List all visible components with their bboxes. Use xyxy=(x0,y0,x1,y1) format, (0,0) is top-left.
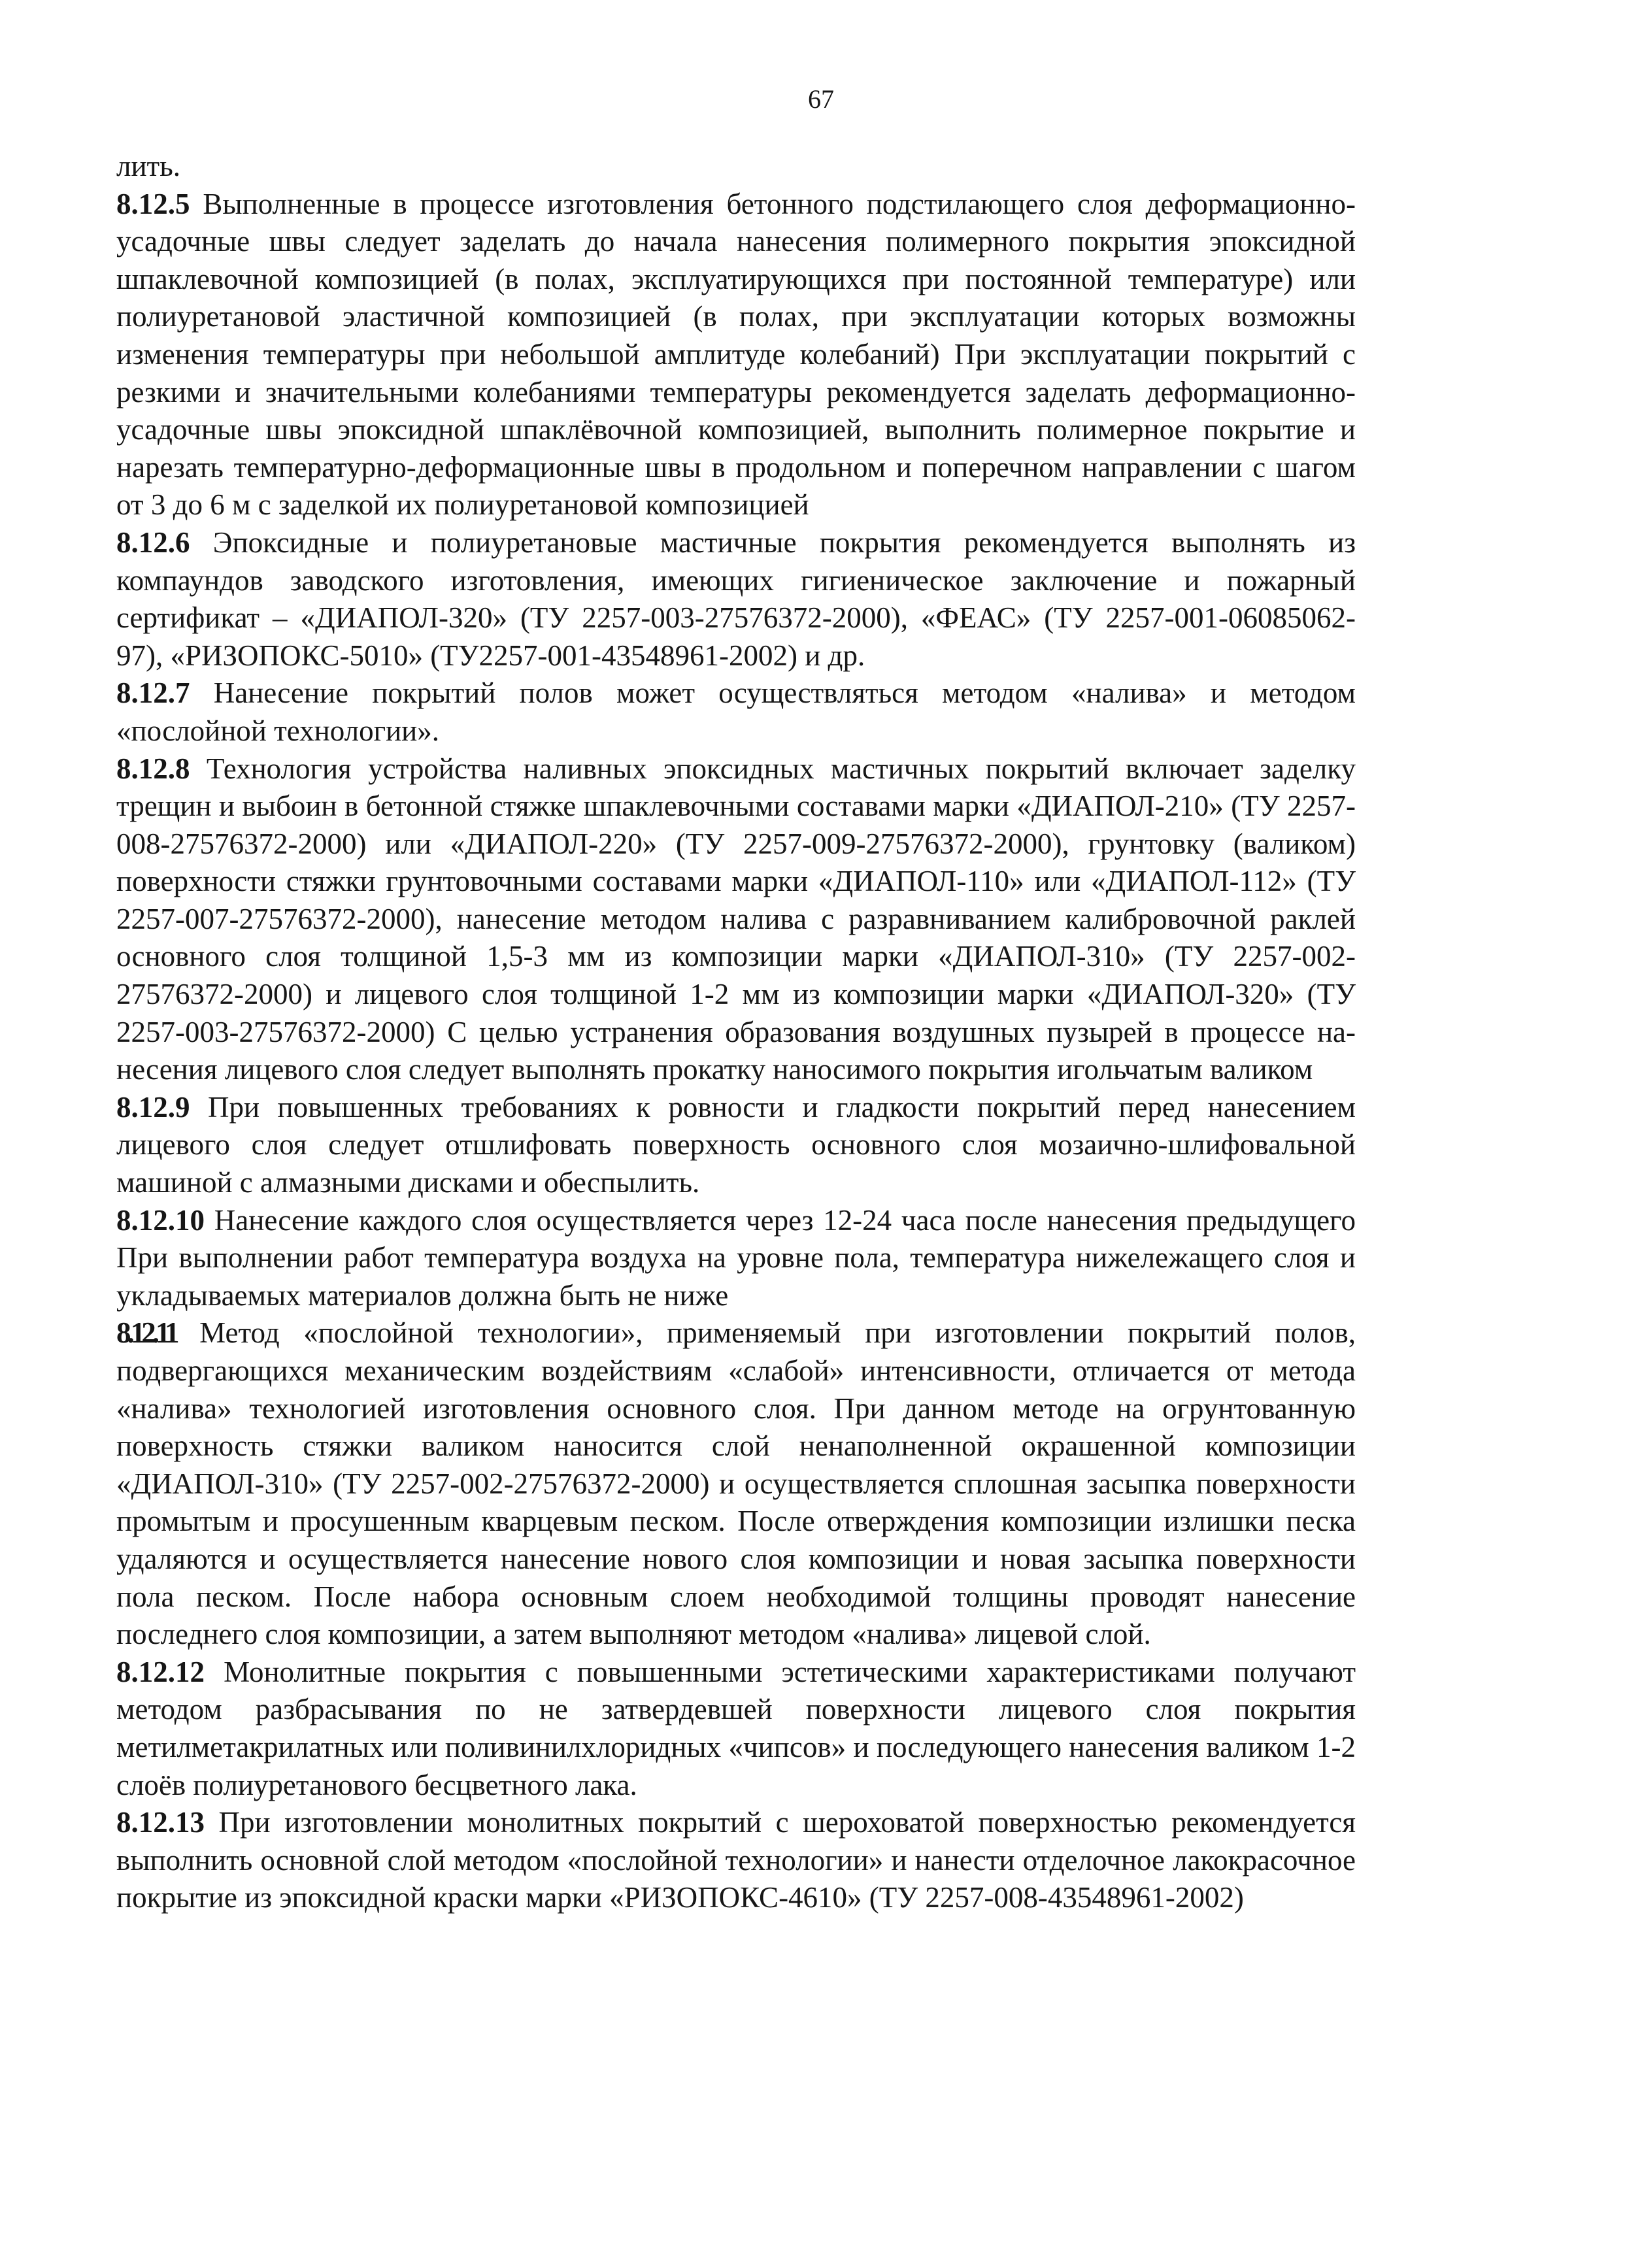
paragraph-8-12-13 xyxy=(116,1804,1356,1917)
paragraph-8-12-5 xyxy=(116,186,1356,524)
paragraph-text: лить. xyxy=(116,150,180,182)
paragraph-text: Эпоксидные и полиуретановые мастичные покрытия рекомендуется выполнять из компаундов заводского изготовления, имеющих гигиеническое заключение и пожарный сертификат – «ДИАПОЛ-320» (ТУ 2257-003-27576372-2000), «ФЕАС» (ТУ 2257-001-06085062-97), «РИЗОПОКС-5010» (ТУ2257-001-43548961-2002) и др. xyxy=(116,525,1356,672)
paragraph-text: При изготовлении монолитных покрытий с шероховатой поверхностью рекомендуется выполнить основной слой методом «послойной технологии» и нанести отделочное лакокрасочное покрытие из эпоксидной краски марки «РИЗОПОКС-4610» (ТУ 2257-008-43548961-2002) xyxy=(116,1806,1356,1914)
clause-number: 8.12.5 xyxy=(116,187,190,220)
document-body xyxy=(116,148,1356,1917)
paragraph-8-12-6 xyxy=(116,524,1356,675)
paragraph-continuation xyxy=(116,148,1356,186)
clause-number: 8.12.9 xyxy=(116,1090,190,1124)
paragraph-text: Нанесение покрытий полов может осуществляться методом «налива» и методом «послойной технологии». xyxy=(116,676,1356,747)
paragraph-8-12-11 xyxy=(116,1314,1356,1653)
paragraph-8-12-8 xyxy=(116,750,1356,1089)
paragraph-text: При повышенных требованиях к ровности и гладкости покрытий перед нанесением лицевого слоя следует отшлифовать поверхность основного слоя мозаично-шлифовальной машиной с алмазными дисками и обеспылить. xyxy=(116,1090,1356,1199)
paragraph-8-12-10 xyxy=(116,1202,1356,1315)
clause-number: 8.12.8 xyxy=(116,752,190,785)
clause-number: 8.12.6 xyxy=(116,525,190,559)
paragraph-text: Нанесение каждого слоя осуществляется через 12-24 часа после нанесения предыдущего При выполнении работ температура воздуха на уровне пола, температура нижележащего слоя и укладываемых материалов должна быть не ниже xyxy=(116,1203,1356,1312)
paragraph-8-12-7 xyxy=(116,675,1356,750)
paragraph-8-12-12 xyxy=(116,1654,1356,1804)
clause-number: 8.12.7 xyxy=(116,676,190,710)
page-number: 67 xyxy=(808,84,834,114)
paragraph-text: Технология устройства наливных эпоксидных мастичных покрытий включает заделку трещин и выбоин в бетонной стяжке шпаклевочными составами марки «ДИАПОЛ-210» (ТУ 2257-008-27576372-2000) или «ДИАПОЛ-220» (ТУ 2257-009-27576372-2000), грунтовку (валиком) поверхности стяжки грунтовочными составами марки «ДИАПОЛ-110» или «ДИАПОЛ-112» (ТУ 2257-007-27576372-2000), нанесение методом налива с разравниванием калибровочной раклей основного слоя толщиной 1,5-3 мм из композиции марки «ДИАПОЛ-310» (ТУ 2257-002-27576372-2000) и лицевого слоя толщиной 1-2 мм из композиции марки «ДИАПОЛ-320» (ТУ 2257-003-27576372-2000) С целью устранения образования воздушных пузырей в процессе нанесения лицевого слоя следует выполнять прокатку наносимого покрытия игольчатым валиком xyxy=(116,752,1356,1086)
paragraph-8-12-9 xyxy=(116,1089,1356,1202)
clause-number: 8.12.13 xyxy=(116,1806,205,1839)
clause-number: 8.12.11 xyxy=(116,1316,176,1350)
clause-number: 8.12.12 xyxy=(116,1655,205,1688)
clause-number: 8.12.10 xyxy=(116,1203,205,1237)
paragraph-text: Выполненные в процессе изготовления бетонного подстилающего слоя деформационно-усадочные швы следует заделать до начала нанесения полимерного покрытия эпоксидной шпаклевочной композицией (в полах, эксплуатирующихся при постоянной температуре) или полиуретановой эластичной композицией (в полах, при эксплуатации которых возможны изменения температуры при небольшой амплитуде колебаний) При эксплуатации покрытий с резкими и значительными колебаниями температуры рекомендуется заделать деформационно-усадочные швы эпоксидной шпаклёвочной композицией, выполнить полимерное покрытие и нарезать температурно-деформационные швы в продольном и поперечном направлении с шагом от 3 до 6 м с заделкой их полиуретановой композицией xyxy=(116,187,1356,522)
paragraph-text: Монолитные покрытия с повышенными эстетическими характеристиками получают методом разбрасывания по не затвердевшей поверхности лицевого слоя покрытия метилметакрилатных или поливинилхлоридных «чипсов» и последующего нанесения валиком 1-2 слоёв полиуретанового бесцветного лака. xyxy=(116,1655,1356,1801)
paragraph-text: Метод «послойной технологии», применяемый при изготовлении покрытий полов, подвергающихся механическим воздействиям «слабой» интенсивности, отличается от метода «налива» технологией изготовления основного слоя. При данном методе на огрунтованную поверхность стяжки валиком наносится слой ненаполненной окрашенной композиции «ДИАПОЛ-310» (ТУ 2257-002-27576372-2000) и осуществляется сплошная засыпка поверхности промытым и просушенным кварцевым песком. После отверждения композиции излишки песка удаляются и осуществляется нанесение нового слоя композиции и новая засыпка поверхности пола песком. После набора основным слоем необходимой толщины проводят нанесение последнего слоя композиции, а затем выполняют методом «налива» лицевой слой. xyxy=(116,1316,1356,1651)
